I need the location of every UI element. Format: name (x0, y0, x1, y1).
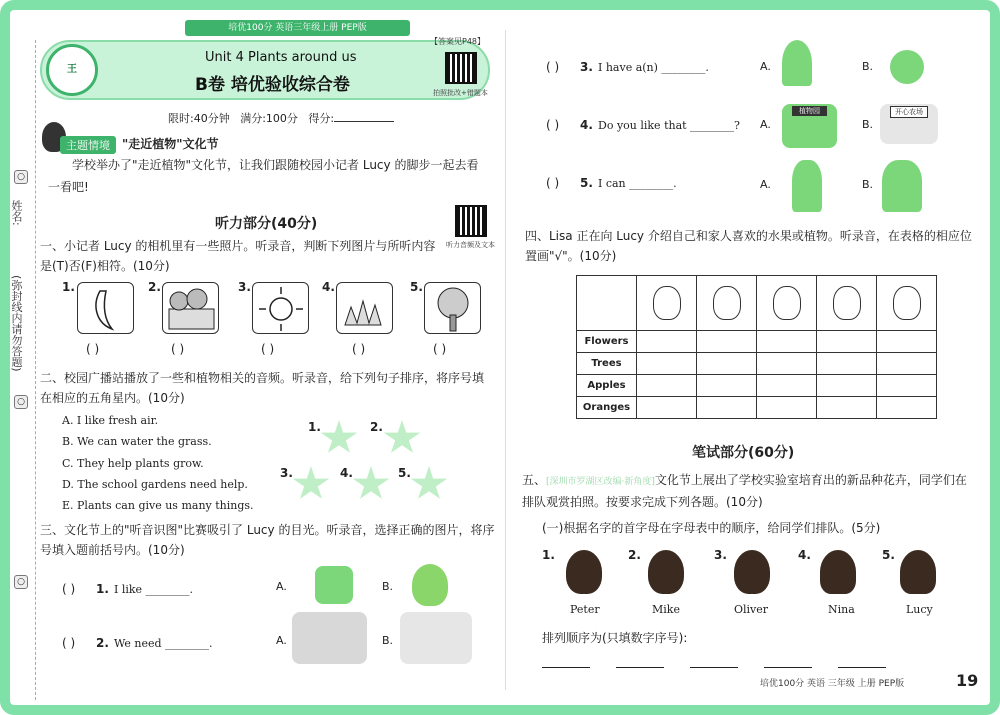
item-sentence: I have a(n) ________. (598, 61, 709, 74)
answer-paren[interactable]: ( ) (86, 342, 100, 356)
row-label: Oranges (577, 397, 637, 419)
sun-picture (252, 282, 309, 334)
grandpa-icon (653, 286, 681, 320)
check-cell[interactable] (877, 353, 937, 375)
row-label: Trees (577, 353, 637, 375)
page-number: 19 (956, 671, 979, 690)
tree-picture (424, 282, 481, 334)
check-cell[interactable] (877, 331, 937, 353)
item-num: 5. (580, 176, 593, 190)
answer-paren[interactable]: ( ) (352, 342, 366, 356)
answer-paren[interactable]: ( ) (546, 176, 560, 190)
kid-name: Lucy (906, 603, 933, 616)
q4-text: 四、Lisa 正在向 Lucy 介绍自己和家人喜欢的水果或植物。听录音，在表格的相应位置画"√"。(10分) (525, 229, 972, 263)
check-cell[interactable] (757, 353, 817, 375)
name-label: 姓名: (10, 200, 23, 226)
order-blank[interactable] (838, 667, 886, 668)
q5-prefix: 五、 (522, 473, 547, 487)
check-cell[interactable] (697, 353, 757, 375)
row-label: Flowers (577, 331, 637, 353)
check-cell[interactable] (637, 331, 697, 353)
grandpa-cell (637, 276, 697, 331)
star-num: 1. (308, 420, 321, 434)
banana-picture (77, 282, 134, 334)
qr-code-icon[interactable] (445, 52, 477, 84)
check-cell[interactable] (757, 375, 817, 397)
row-label: Apples (577, 375, 637, 397)
seal-note: (弥封线内请勿答题) (10, 275, 23, 372)
score-field[interactable] (334, 121, 394, 122)
order-blank[interactable] (616, 667, 664, 668)
option-a: A. (760, 60, 771, 73)
kid-num: 1. (542, 548, 555, 562)
kid-num: 5. (882, 548, 895, 562)
sentence-a: A. I like fresh air. (62, 414, 159, 427)
order-blank[interactable] (690, 667, 738, 668)
star-num: 3. (280, 466, 293, 480)
q1-num: 1. (62, 280, 75, 294)
girl-cell (877, 276, 937, 331)
kid-num: 3. (714, 548, 727, 562)
unit-title: Unit 4 Plants around us (205, 50, 357, 65)
answer-paren[interactable]: ( ) (62, 582, 76, 596)
table-row (577, 353, 937, 375)
item-num: 4. (580, 118, 593, 132)
page-divider (505, 30, 506, 690)
kid-name: Mike (652, 603, 680, 616)
garden-picture (162, 282, 219, 334)
q5-subtitle: (一)根据名字的首字母在字母表中的顺序，给同学们排队。(5分) (542, 521, 881, 535)
animals-picture (400, 612, 472, 664)
sentence-e: E. Plants can give us many things. (62, 499, 254, 512)
farm-sign: 开心农场 (890, 106, 928, 118)
option-a: A. (276, 634, 287, 647)
order-label: 排列顺序为(只填数字序号): (542, 631, 688, 645)
full-score: 满分:100分 (240, 112, 298, 125)
check-cell[interactable] (817, 397, 877, 419)
kid-mike-avatar (648, 550, 684, 594)
star-num: 4. (340, 466, 353, 480)
option-a: A. (760, 118, 771, 131)
answer-paren[interactable]: ( ) (546, 60, 560, 74)
item-sentence: I like ________. (114, 583, 194, 596)
q1-num: 2. (148, 280, 161, 294)
table-row (577, 375, 937, 397)
check-cell[interactable] (817, 331, 877, 353)
order-blank[interactable] (764, 667, 812, 668)
book-top-bar: 培优100分 英语三年级上册 PEP版 (185, 20, 410, 36)
kid-num: 2. (628, 548, 641, 562)
answer-paren[interactable]: ( ) (546, 118, 560, 132)
option-a: A. (760, 178, 771, 191)
q5-tag: [深圳市罗湖区改编·新角度] (546, 477, 655, 487)
time-limit: 限时:40分钟 (168, 112, 230, 125)
listening-title: 听力部分(40分) (215, 216, 318, 232)
item-num: 2. (96, 636, 109, 650)
q1-num: 5. (410, 280, 423, 294)
answer-paren[interactable]: ( ) (62, 636, 76, 650)
father-icon (773, 286, 801, 320)
sentence-c: C. They help plants grow. (62, 457, 204, 470)
option-b: B. (862, 178, 874, 191)
botanical-gate-picture (782, 104, 837, 148)
binding-hole: ○ (14, 170, 28, 184)
strawberries-picture (315, 566, 353, 604)
check-cell[interactable] (697, 375, 757, 397)
table-corner (577, 276, 637, 331)
grandma-icon (713, 286, 741, 320)
preference-table (576, 275, 937, 419)
kid-name: Oliver (734, 603, 769, 616)
kid-name: Peter (570, 603, 600, 616)
qr-caption: 拍照批改+错题本 (433, 89, 488, 97)
table-row (577, 397, 937, 419)
check-cell[interactable] (817, 375, 877, 397)
grapes-picture (412, 564, 448, 606)
kid-lucy-avatar (900, 550, 936, 594)
check-cell[interactable] (757, 397, 817, 419)
kid-name: Nina (828, 603, 855, 616)
option-a: A. (276, 580, 287, 593)
intro-text: 学校举办了"走近植物"文化节，让我们跟随校园小记者 Lucy 的脚步一起去看一看吧! (48, 158, 479, 194)
table-row (577, 331, 937, 353)
score-label: 得分: (308, 112, 335, 125)
check-cell[interactable] (757, 331, 817, 353)
q1-num: 4. (322, 280, 335, 294)
answer-paren[interactable]: ( ) (171, 342, 185, 356)
q5-text (522, 470, 977, 512)
option-b: B. (382, 580, 394, 593)
farm-picture (880, 104, 938, 144)
star-num: 2. (370, 420, 383, 434)
theme-name: "走近植物"文化节 (122, 137, 219, 151)
item-sentence: Do you like that ________? (598, 119, 740, 132)
option-b: B. (862, 118, 874, 131)
boy-planting-picture (882, 160, 922, 212)
item-sentence: I can ________. (598, 177, 677, 190)
item-num: 1. (96, 582, 109, 596)
written-title: 笔试部分(60分) (692, 445, 795, 461)
check-cell[interactable] (817, 353, 877, 375)
mother-icon (833, 286, 861, 320)
option-b: B. (382, 634, 394, 647)
kid-peter-avatar (566, 550, 602, 594)
girl-icon (893, 286, 921, 320)
binding-hole: ○ (14, 575, 28, 589)
binding-spine (2, 40, 36, 700)
boy-watering-picture (792, 160, 822, 212)
qr-caption: 听力音频及文本 (446, 241, 495, 249)
grass-picture (336, 282, 393, 334)
qr-code-icon[interactable] (455, 205, 487, 237)
sentence-d: D. The school gardens need help. (62, 478, 248, 491)
q5-body: 文化节上展出了学校实验室培育出的新品种花卉，同学们在排队观赏拍照。按要求完成下列各题。(10分) (522, 473, 967, 509)
item-sentence: We need ________. (114, 637, 213, 650)
kid-nina-avatar (820, 550, 856, 594)
answer-paren[interactable]: ( ) (261, 342, 275, 356)
star-num: 5. (398, 466, 411, 480)
check-cell[interactable] (637, 397, 697, 419)
grandma-cell (697, 276, 757, 331)
order-blank[interactable] (542, 667, 590, 668)
check-cell[interactable] (697, 397, 757, 419)
answer-paren[interactable]: ( ) (433, 342, 447, 356)
q1-num: 3. (238, 280, 251, 294)
check-cell[interactable] (877, 375, 937, 397)
theme-tag: 主题情境 (60, 136, 116, 154)
section-title: B卷 培优验收综合卷 (195, 75, 350, 95)
mother-cell (817, 276, 877, 331)
q3-text: 三、文化节上的"听音识图"比赛吸引了 Lucy 的目光。听录音，选择正确的图片，将序号填入题前括号内。(10分) (40, 523, 495, 557)
apple-picture (890, 50, 924, 84)
q2-text: 二、校园广播站播放了一些和植物相关的音频。听录音，给下列句子排序，将序号填在相应的五角星内。(10分) (40, 371, 485, 405)
flower-picture (782, 40, 812, 86)
option-b: B. (862, 60, 874, 73)
test-meta (168, 110, 394, 126)
kid-oliver-avatar (734, 550, 770, 594)
q1-text: 一、小记者 Lucy 的相机里有一些照片。听录音，判断下列图片与所听内容是(T)否(F)相符。(10分) (40, 239, 436, 273)
page-footer: 培优100分 英语 三年级 上册 PEP版 (760, 679, 905, 689)
check-cell[interactable] (877, 397, 937, 419)
answer-reference: 【答案见P48】 (430, 37, 486, 46)
item-num: 3. (580, 60, 593, 74)
sentence-b: B. We can water the grass. (62, 435, 212, 448)
gate-sign: 植物园 (792, 106, 827, 116)
father-cell (757, 276, 817, 331)
brand-logo: 王 (46, 44, 98, 96)
binding-hole: ○ (14, 395, 28, 409)
trees-picture (292, 612, 367, 664)
check-cell[interactable] (637, 375, 697, 397)
check-cell[interactable] (697, 331, 757, 353)
check-cell[interactable] (637, 353, 697, 375)
kid-num: 4. (798, 548, 811, 562)
